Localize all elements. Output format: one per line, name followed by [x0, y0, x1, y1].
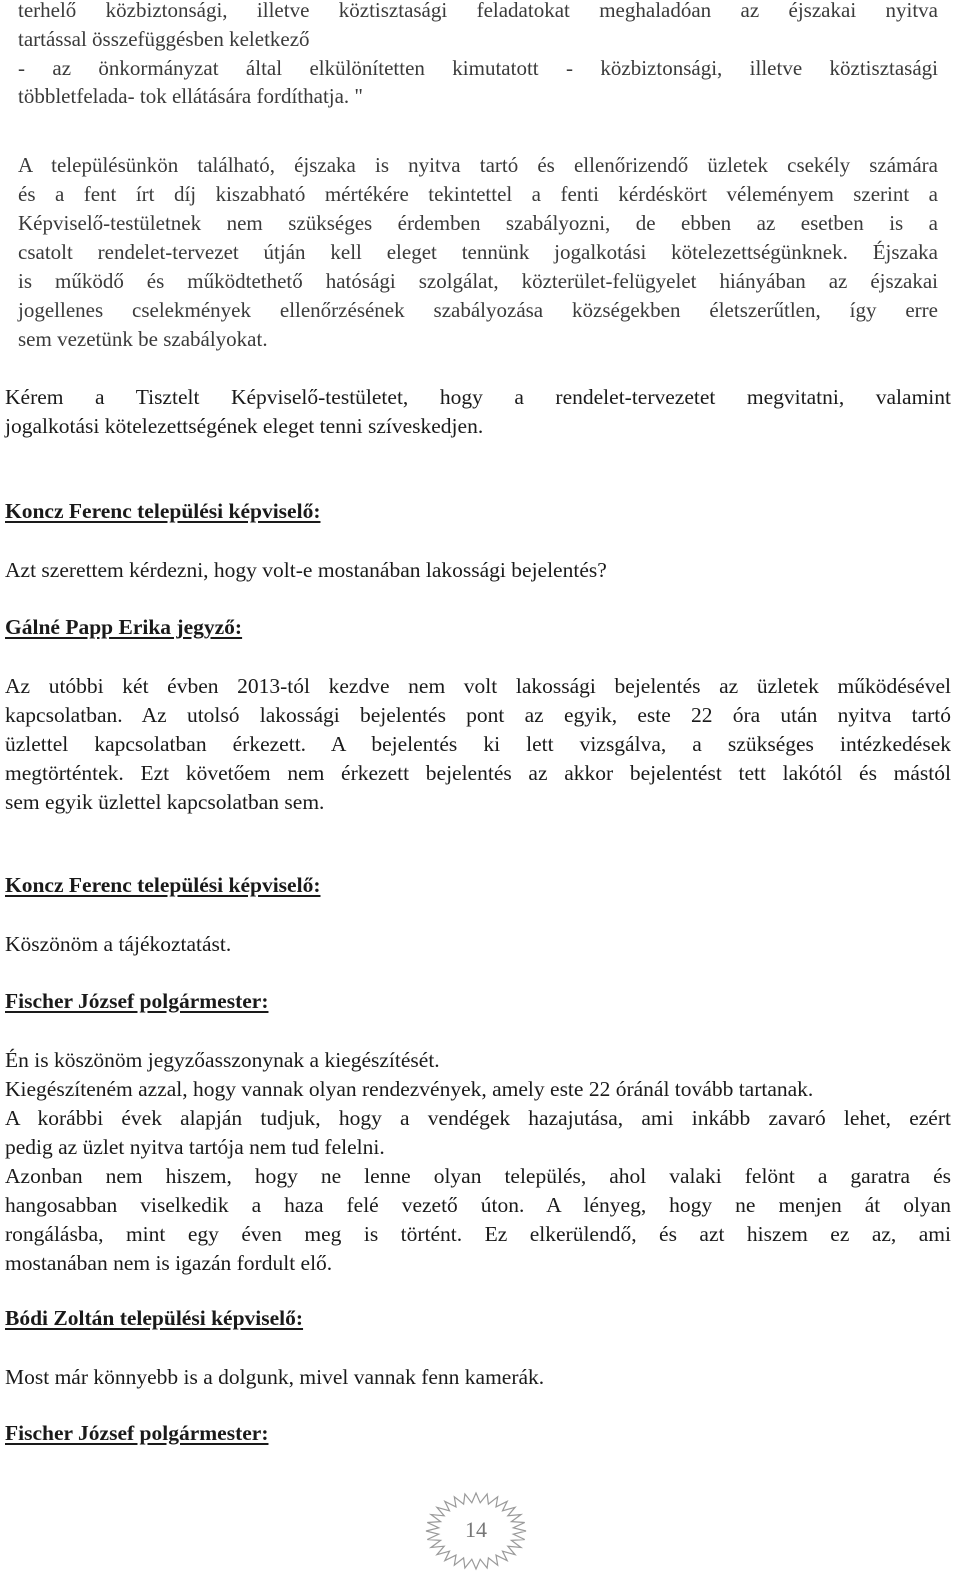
text-line: üzlettel kapcsolatban érkezett. A bejelentés ki lett vizsgálva, a szükséges intézkedések [5, 732, 951, 756]
text-line: rongálásba, mint egy éven meg is történt. Ez elkerülendő, és azt hiszem ez az, ami [5, 1222, 951, 1246]
text-line: - az önkormányzat által elkülönítetten kimutatott - közbiztonsági, illetve köztisztasági [18, 55, 938, 80]
text-line: A korábbi évek alapján tudjuk, hogy a vendégek hazajutása, ami inkább zavaró lehet, ezért [5, 1106, 951, 1130]
speaker-heading: Koncz Ferenc települési képviselő: [5, 499, 321, 523]
speech-text [5, 672, 951, 817]
text-line: hangosabban viselkedik a haza felé vezető úton. A lényeg, hogy ne menjen át olyan [5, 1193, 951, 1217]
text-line: sem egyik üzlettel kapcsolatban sem. [5, 790, 325, 814]
speaker-heading: Fischer József polgármester: [5, 1421, 269, 1445]
speech-text: Azt szerettem kérdezni, hogy volt-e mostanában lakossági bejelentés? [5, 558, 607, 582]
speech-text [5, 1046, 951, 1278]
text-line: A településünkön található, éjszaka is nyitva tartó és ellenőrizendő üzletek csekély számára [18, 153, 938, 177]
page-number: 14 [465, 1517, 487, 1542]
text-line: és a fent írt díj kiszabható mértékére tekintettel a fenti kérdéskört véleményem szerint a [18, 182, 938, 206]
text-line: tartással összefüggésben keletkező [18, 26, 310, 51]
text-line: csatolt rendelet-tervezet útján kell eleget tennünk jogalkotási kötelezettségünknek. Éjszaka [18, 240, 938, 264]
text-line: többletfelada- tok ellátására fordíthatja. " [18, 84, 364, 109]
speaker-heading: Bódi Zoltán települési képviselő: [5, 1306, 304, 1330]
text-line: Én is köszönöm jegyzőasszonynak a kiegészítését. [5, 1048, 440, 1072]
body-paragraph [18, 151, 938, 354]
text-line: Kiegészíteném azzal, hogy vannak olyan rendezvények, amely este 22 óránál tovább tartanak. [5, 1077, 814, 1101]
text-line: Kérem a Tisztelt Képviselő-testületet, hogy a rendelet-tervezetet megvitatni, valamint [5, 385, 951, 409]
speech-text: Most már könnyebb is a dolgunk, mivel vannak fenn kamerák. [5, 1365, 545, 1389]
speaker-heading: Gálné Papp Erika jegyző: [5, 615, 243, 639]
text-line: Az utóbbi két évben 2013-tól kezdve nem volt lakossági bejelentés az üzletek működésével [5, 674, 951, 698]
text-line: mostanában nem is igazán fordult elő. [5, 1251, 333, 1275]
text-line: terhelő közbiztonsági, illetve köztisztasági feladatokat meghaladóan az éjszakai nyitva [18, 0, 938, 22]
speech-text: Köszönöm a tájékoztatást. [5, 932, 232, 956]
page-number-badge [423, 1490, 529, 1572]
text-line: Azonban nem hiszem, hogy ne lenne olyan település, ahol valaki felönt a garatra és [5, 1164, 951, 1188]
speaker-heading: Fischer József polgármester: [5, 989, 269, 1013]
text-line: pedig az üzlet nyitva tartója nem tud felelni. [5, 1135, 385, 1159]
text-line: kapcsolatban. Az utolsó lakossági bejelentés pont az egyik, este 22 óra után nyitva tartó [5, 703, 951, 727]
text-line: is működő és működtethető hatósági szolgálat, közterület-felügyelet hiányában az éjszakai [18, 269, 938, 293]
request-paragraph [5, 383, 951, 441]
text-line: sem vezetünk be szabályokat. [18, 327, 268, 351]
text-line: megtörténtek. Ezt követőem nem érkezett bejelentés az akkor bejelentést tett lakótól és mástól [5, 761, 951, 785]
speaker-heading: Koncz Ferenc települési képviselő: [5, 873, 321, 897]
text-line: Képviselő-testületnek nem szükséges érdemben szabályozni, de ebben az esetben is a [18, 211, 938, 235]
text-line: jogalkotási kötelezettségének eleget tenni szíveskedjen. [5, 414, 484, 438]
text-line: jogellenes cselekmények ellenőrzésének szabályozása községekben életszerűtlen, így erre [18, 298, 938, 322]
quote-paragraph [18, 0, 938, 111]
